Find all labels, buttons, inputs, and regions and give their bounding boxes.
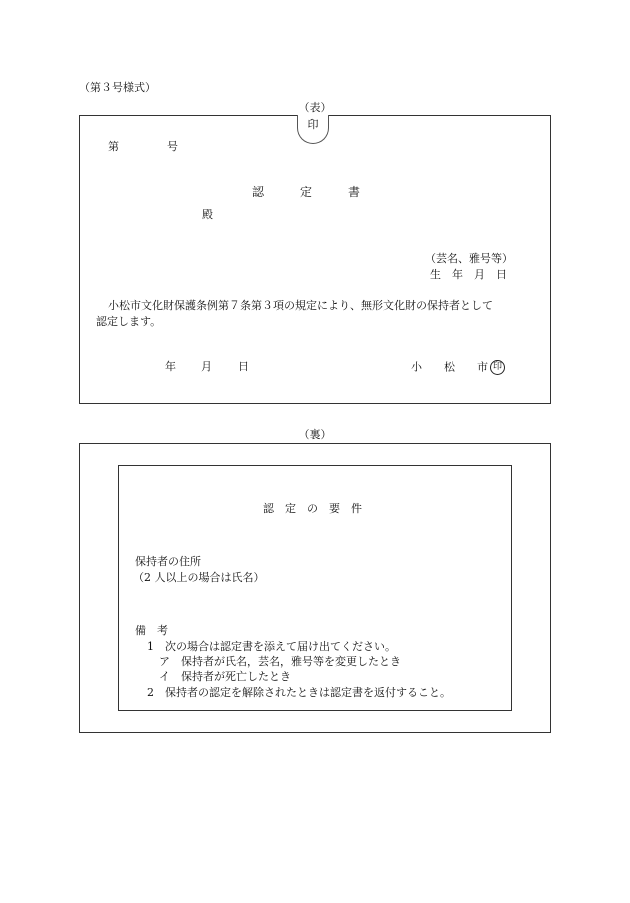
issue-date-month: 月 <box>201 360 212 373</box>
issuer-name <box>411 360 505 375</box>
certificate-number-dai: 第 <box>108 140 119 153</box>
issuer-name-text: 小 松 市 <box>411 360 488 374</box>
issue-date-year: 年 <box>165 360 176 373</box>
addressee-suffix: 殿 <box>202 208 213 221</box>
issue-date-day: 日 <box>238 360 249 373</box>
certificate-body-line2: 認定します。 <box>96 315 162 328</box>
remarks-item-1: 1 次の場合は認定書を添えて届け出てください。 <box>147 640 396 653</box>
stage-name-label: （芸名、雅号等） <box>425 252 513 265</box>
holder-address-note: （2 人以上の場合は氏名） <box>133 571 265 584</box>
certificate-body-line1: 小松市文化財保護条例第７条第３項の規定により、無形文化財の保持者として <box>108 299 493 312</box>
certificate-number-go: 号 <box>167 140 178 153</box>
remarks-item-2: 2 保持者の認定を解除されたときは認定書を返付すること。 <box>147 686 451 699</box>
seal-tab-label: 印 <box>307 118 319 131</box>
issuer-seal-icon: 印 <box>490 360 505 375</box>
holder-address-label: 保持者の住所 <box>135 555 201 568</box>
front-side-label: （表） <box>298 101 332 114</box>
certificate-title: 認 定 書 <box>252 185 361 199</box>
remarks-item-1a: ア 保持者が氏名，芸名，雅号等を変更したとき <box>159 655 401 668</box>
birth-date-label: 生 年 月 日 <box>430 268 507 281</box>
remarks-heading: 備 考 <box>135 624 168 637</box>
requirements-title: 認 定 の 要 件 <box>263 502 362 515</box>
remarks-item-1b: イ 保持者が死亡したとき <box>159 670 291 683</box>
form-number-label: （第３号様式） <box>79 81 156 94</box>
back-side-label: （裏） <box>298 428 332 441</box>
